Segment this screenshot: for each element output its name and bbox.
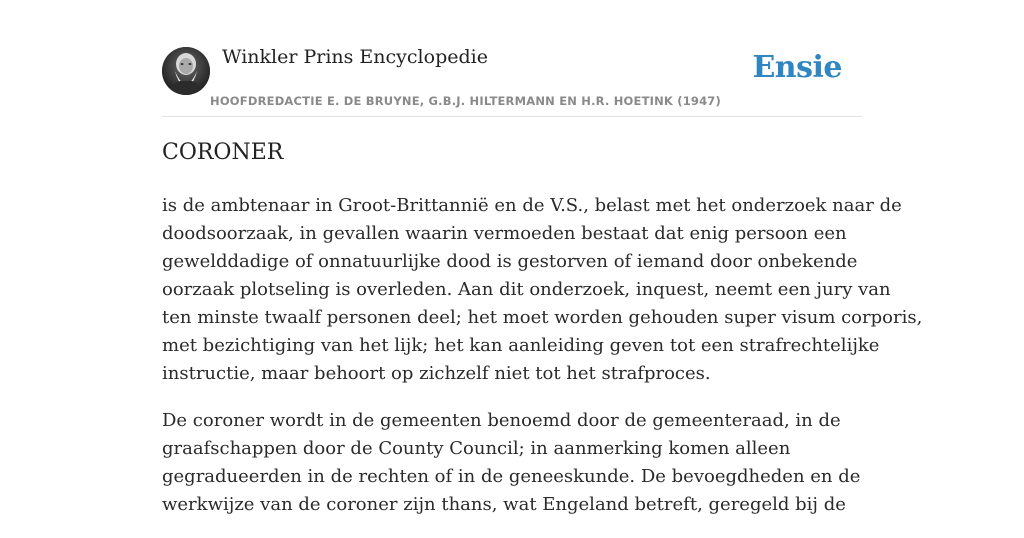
- paragraph-line: gewelddadige of onnatuurlijke dood is gestorven of iemand door onbekende: [162, 251, 858, 272]
- paragraph-line: doodsoorzaak, in gevallen waarin vermoeden bestaat dat enig persoon een: [162, 223, 847, 244]
- paragraph-line: graafschappen door de County Council; in aanmerking komen alleen: [162, 438, 791, 459]
- paragraph-line: is de ambtenaar in Groot-Brittannië en de V.S., belast met het onderzoek naar de: [162, 195, 902, 216]
- article-title: CORONER: [162, 140, 284, 165]
- site-title[interactable]: Winkler Prins Encyclopedie: [222, 46, 488, 68]
- paragraph-line: gegradueerden in de rechten of in de geneeskunde. De bevoegdheden en de: [162, 466, 861, 487]
- paragraph-line: oorzaak plotseling is overleden. Aan dit onderzoek, inquest, neemt een jury van: [162, 279, 891, 300]
- avatar: [162, 47, 210, 95]
- editors-credit: HOOFDREDACTIE E. DE BRUYNE, G.B.J. HILTERMANN EN H.R. HOETINK (1947): [210, 94, 721, 108]
- paragraph-line: werkwijze van de coroner zijn thans, wat Engeland betreft, geregeld bij de: [162, 494, 846, 515]
- ensie-logo[interactable]: Ensie: [752, 50, 842, 85]
- article-paragraph: [162, 192, 923, 388]
- portrait-icon: [162, 47, 210, 95]
- paragraph-line: met bezichtiging van het lijk; het kan aanleiding geven tot een strafrechtelijke: [162, 335, 880, 356]
- article-body: [162, 192, 923, 538]
- paragraph-line: De coroner wordt in de gemeenten benoemd door de gemeenteraad, in de: [162, 410, 841, 431]
- site-header: [162, 0, 862, 117]
- page: [162, 0, 923, 515]
- article-paragraph: [162, 407, 862, 519]
- paragraph-line: instructie, maar behoort op zichzelf niet tot het strafproces.: [162, 363, 711, 384]
- paragraph-line: ten minste twaalf personen deel; het moet worden gehouden super visum corporis,: [162, 307, 923, 328]
